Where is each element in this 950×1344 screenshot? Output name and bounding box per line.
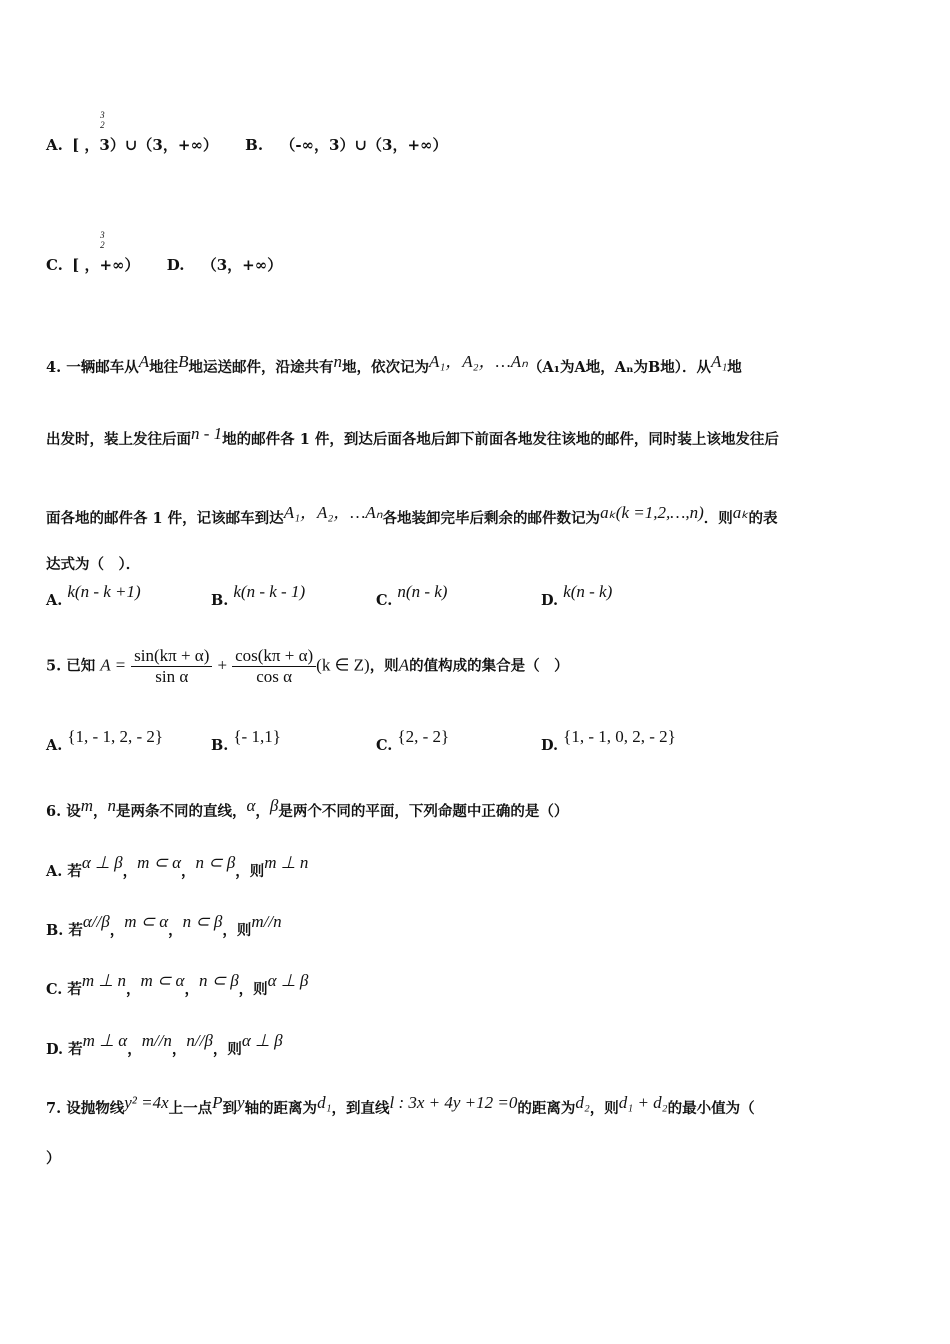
q6-text: 是两个不同的平面，下列命题中正确的是（） <box>278 803 569 820</box>
q4-var-n: n <box>333 352 342 371</box>
q4-options <box>46 582 613 610</box>
q5-option-c <box>376 727 541 755</box>
q4-text: 地 <box>727 359 742 376</box>
q5-var-A: A <box>398 655 410 675</box>
q6-text: 设 <box>66 803 81 820</box>
q6-option-result: α ⊥ β <box>241 1031 283 1050</box>
q4-option-b <box>211 582 376 610</box>
q5-option-expr: {- 1,1} <box>233 727 281 746</box>
q4-option-label: A. <box>46 592 63 609</box>
q5-option-a <box>46 727 211 755</box>
q6-option-text: 若 <box>68 922 83 939</box>
q5-option-label: B. <box>211 737 229 754</box>
q7-text: ，到直线 <box>331 1100 390 1117</box>
q6-option-cond: n ⊂ β <box>182 912 223 931</box>
q6-option-b: B. 若α//β，m ⊂ α，n ⊂ β，则m//n <box>46 912 282 939</box>
q5-fraction-cos <box>232 646 316 687</box>
q4-expr-ak: aₖ(k =1,2,…,n) <box>600 503 704 522</box>
q4-var-A: A <box>138 352 150 371</box>
q4-text: 面各地的邮件各 1 件，记该邮车到达 <box>46 510 284 527</box>
q4-option-label: B. <box>211 592 229 609</box>
q5-text: ，则 <box>369 657 399 675</box>
q7-var-P: P <box>212 1093 223 1112</box>
q5-option-label: D. <box>541 737 559 754</box>
q4-var-A1: A₁ <box>711 352 728 371</box>
q4-text: 地的邮件各 1 件，到达后面各地后卸下前面各地发往该地的邮件，同时装上该地发往后 <box>222 431 779 448</box>
q4-line-2 <box>46 424 779 449</box>
q4-seq: A₁，A₂，…Aₙ <box>428 352 528 371</box>
q3-option-d-label: D. <box>166 256 185 274</box>
q5-frac-cos-den: cos α <box>256 667 293 686</box>
q3-option-a-frac-den: 2 <box>100 120 105 130</box>
q5-frac-sin-den: sin α <box>155 667 189 686</box>
q6-option-cond: m ⊂ α <box>140 971 185 990</box>
q6-option-label: A. <box>46 863 63 880</box>
q5-option-label: A. <box>46 737 63 754</box>
q7-var-d1: d₁ <box>317 1093 332 1112</box>
q5-option-expr: {1, - 1, 0, 2, - 2} <box>563 727 676 746</box>
q4-text: 地往 <box>149 359 179 376</box>
q5-option-label: C. <box>376 737 393 754</box>
q3-option-c-text: [ ，+∞） <box>72 256 140 274</box>
q6-var-beta: β <box>269 796 279 815</box>
q6-option-result: m//n <box>251 912 282 931</box>
q6-option-cond: m ⊂ α <box>137 853 182 872</box>
q6-option-cond: α ⊥ β <box>81 853 123 872</box>
q4-option-expr: n(n - k) <box>397 582 448 601</box>
q6-option-cond: m ⊥ α <box>82 1031 128 1050</box>
q6-option-result: α ⊥ β <box>267 971 309 990</box>
q7-text: 轴的距离为 <box>244 1100 318 1117</box>
q6-option-cond: n ⊂ β <box>195 853 236 872</box>
q3-options-cd <box>46 230 283 275</box>
q4-text: 出发时，装上发往后面 <box>46 431 191 448</box>
q6-option-cond: m//n <box>141 1031 172 1050</box>
q3-option-c-frac-den: 2 <box>100 240 105 250</box>
q3-option-c-label: C. <box>46 256 63 274</box>
q4-text: 各地装卸完毕后剩余的邮件数记为 <box>382 510 601 527</box>
q5-condition: (k ∈ Z) <box>316 655 370 675</box>
q6-option-cond: α//β <box>82 912 110 931</box>
q6-option-cond: n//β <box>186 1031 213 1050</box>
q3-option-b-text: （-∞，3）∪（3，+∞） <box>280 136 448 154</box>
q6-comma: ， <box>255 803 270 820</box>
q6-option-text: 若 <box>67 863 82 880</box>
q3-option-a-label: A. <box>46 136 63 154</box>
q6-text: 是两条不同的直线， <box>115 803 247 820</box>
q6-option-d: D. 若m ⊥ α，m//n，n//β，则α ⊥ β <box>46 1031 283 1058</box>
q5-plus: + <box>217 655 228 675</box>
q7-parabola-eq: y² =4x <box>124 1093 169 1112</box>
q4-text: 的表 <box>748 510 778 527</box>
q3-options-ab <box>46 110 448 155</box>
q4-option-a <box>46 582 211 610</box>
q3-option-d-text: （3，+∞） <box>201 256 283 274</box>
q4-expr-n-minus-1: n - 1 <box>191 424 223 443</box>
q3-option-a-text: [ ，3）∪（3，+∞） <box>72 136 218 154</box>
q6-option-label: C. <box>46 981 63 998</box>
q5-fraction-sin <box>131 646 212 687</box>
q4-text: 地，依次记为 <box>341 359 429 376</box>
q6-option-text: ，则 <box>235 863 265 880</box>
q7-close-paren: ） <box>46 1150 61 1167</box>
q4-option-expr: k(n - k +1) <box>67 582 141 601</box>
q5-number: 5. <box>46 657 62 675</box>
q5-text: 的值构成的集合是（ ） <box>409 657 569 675</box>
q4-text: 一辆邮车从 <box>66 359 139 376</box>
q7-sum: d₁ + d₂ <box>618 1093 668 1112</box>
q7-text: 上一点 <box>168 1100 213 1117</box>
q4-option-d <box>541 582 613 610</box>
q7-text: ，则 <box>589 1100 619 1117</box>
q4-text: 地运送邮件，沿途共有 <box>188 359 334 376</box>
q6-var-m: m <box>80 796 93 815</box>
q4-option-expr: k(n - k) <box>563 582 613 601</box>
q7-text: 设抛物线 <box>66 1100 125 1117</box>
q7-number: 7. <box>46 1100 62 1117</box>
q6-option-text: 若 <box>68 1041 83 1058</box>
q6-option-label: D. <box>46 1041 64 1058</box>
q4-text: （A₁为A地，Aₙ为B地）．从 <box>527 359 711 376</box>
q5-lhs: A = <box>100 655 127 675</box>
q6-option-text: ，则 <box>222 922 252 939</box>
q5-frac-sin-num: sin(kπ + α) <box>131 646 212 667</box>
q7-text: 的最小值为（ <box>667 1100 755 1117</box>
q6-option-cond: m ⊥ n <box>81 971 126 990</box>
q4-option-label: C. <box>376 592 393 609</box>
q4-option-c <box>376 582 541 610</box>
q6-var-alpha: α <box>246 796 256 815</box>
q4-number: 4. <box>46 359 62 376</box>
q7-text: 到 <box>222 1100 238 1117</box>
q6-number: 6. <box>46 803 62 820</box>
q4-var-B: B <box>178 352 189 371</box>
q7-text: 的距离为 <box>517 1100 576 1117</box>
q6-option-a: A. 若α ⊥ β，m ⊂ α，n ⊂ β，则m ⊥ n <box>46 853 309 880</box>
q7-var-y: y <box>237 1093 245 1112</box>
q4-option-label: D. <box>541 592 559 609</box>
q6-option-cond: m ⊂ α <box>124 912 169 931</box>
q5-stem <box>46 646 569 687</box>
q3-option-b-label: B. <box>245 136 264 154</box>
q5-option-expr: {1, - 1, 2, - 2} <box>67 727 164 746</box>
q4-option-expr: k(n - k - 1) <box>233 582 306 601</box>
q7-var-d2: d₂ <box>575 1093 590 1112</box>
q4-line-1 <box>46 352 742 377</box>
q7-stem <box>46 1093 755 1118</box>
q6-stem <box>46 796 569 821</box>
q6-option-text: 若 <box>67 981 82 998</box>
q4-text: ．则 <box>703 510 733 527</box>
q4-line-3 <box>46 503 778 528</box>
q6-comma: ， <box>92 803 108 820</box>
q5-frac-cos-num: cos(kπ + α) <box>232 646 316 667</box>
q4-var-ak: aₖ <box>732 503 749 522</box>
q6-option-result: m ⊥ n <box>264 853 309 872</box>
q5-option-expr: {2, - 2} <box>397 727 450 746</box>
q7-line-eq: l : 3x + 4y +12 =0 <box>389 1093 518 1112</box>
q5-text: 已知 <box>66 657 96 675</box>
q5-option-d <box>541 727 676 755</box>
q6-option-label: B. <box>46 922 64 939</box>
q3-option-c-frac-num: 3 <box>100 230 105 240</box>
q6-option-text: ，则 <box>238 981 268 998</box>
q6-option-c: C. 若m ⊥ n，m ⊂ α，n ⊂ β，则α ⊥ β <box>46 971 309 998</box>
q4-seq: A₁，A₂，…Aₙ <box>283 503 383 522</box>
q6-var-n: n <box>107 796 116 815</box>
q5-options <box>46 727 676 755</box>
q6-option-cond: n ⊂ β <box>198 971 239 990</box>
q4-line-4: 达式为（ ）． <box>46 556 141 573</box>
q3-option-a-frac-num: 3 <box>100 110 105 120</box>
q6-option-text: ，则 <box>212 1041 242 1058</box>
q5-option-b <box>211 727 376 755</box>
